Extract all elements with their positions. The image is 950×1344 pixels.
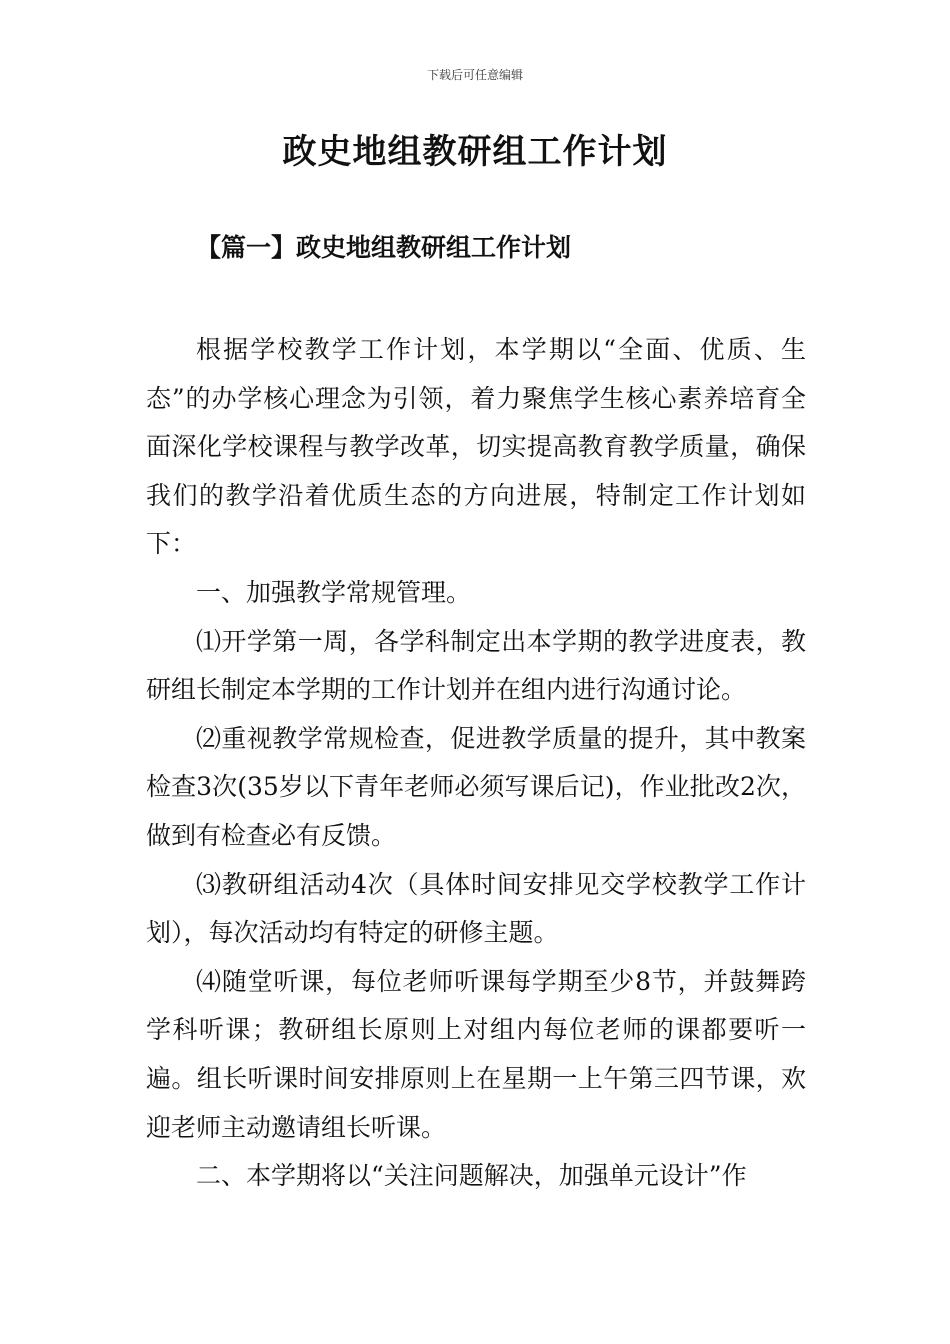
intro-paragraph: 根据学校教学工作计划，本学期以“全面、优质、生态”的办学核心理念为引领，着力聚焦学生核心素养培育全面深化学校课程与教学改革，切实提高教育教学质量，确保我们的教学沿着优质生态的方向进展，特制定工作计划如下： [146,335,806,559]
section-one-heading: 一、加强教学常规管理。 [196,577,472,607]
header-note: 下载后可任意编辑 [426,68,523,82]
body-text [146,326,806,1201]
item-4-paragraph: ⑷随堂听课，每位老师听课每学期至少8节，并鼓舞跨学科听课；教研组长原则上对组内每位老师的课都要听一遍。组长听课时间安排原则上在星期一上午第三四节课，欢迎老师主动邀请组长听课。 [146,966,806,1142]
section-two-heading: 二、本学期将以“关注问题解决，加强单元设计”作 [196,1161,747,1191]
document-title: 政史地组教研组工作计划 [282,132,668,172]
item-1-paragraph: ⑴开学第一周，各学科制定出本学期的教学进度表，教研组长制定本学期的工作计划并在组内进行沟通讨论。 [146,626,806,705]
section-heading: 【篇一】政史地组教研组工作计划 [196,233,572,262]
item-2-paragraph: ⑵重视教学常规检查，促进教学质量的提升，其中教案检查3次(35岁以下青年老师必须写课后记)，作业批改2次，做到有检查必有反馈。 [146,723,806,850]
item-3-paragraph: ⑶教研组活动4次（具体时间安排见交学校教学工作计划），每次活动均有特定的研修主题。 [146,869,806,948]
